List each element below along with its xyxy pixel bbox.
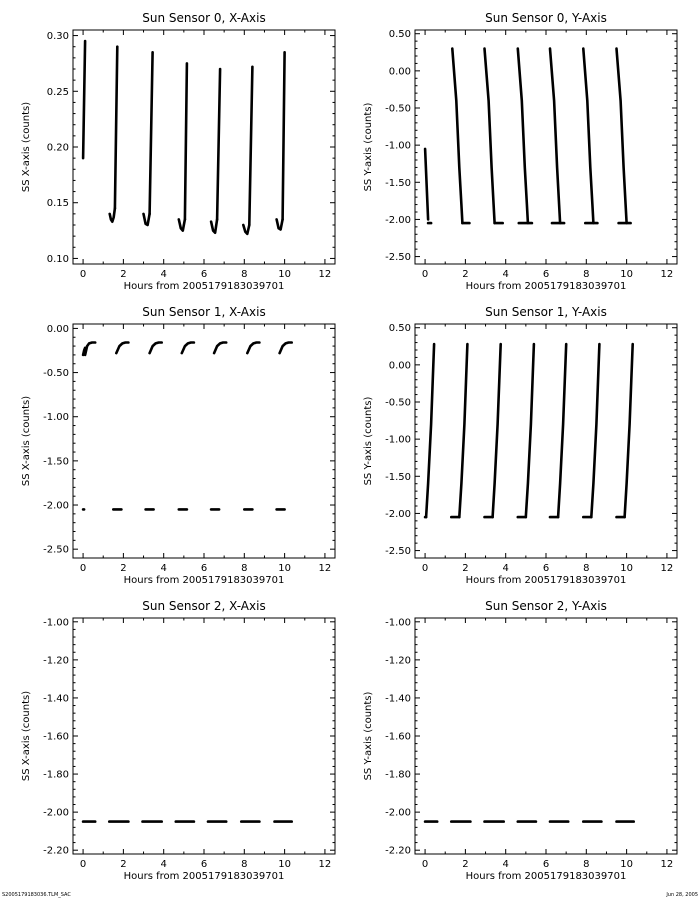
chart-ss1-x-data-segment-2 bbox=[116, 343, 128, 354]
chart-ss0-x-data-segment-3 bbox=[144, 214, 150, 225]
chart-ss0-y-xtick-label-3: 6 bbox=[542, 269, 550, 280]
chart-ss0-y-title: Sun Sensor 0, Y-Axis bbox=[485, 11, 607, 25]
chart-ss2-y-xtick-label-4: 8 bbox=[583, 859, 590, 870]
chart-ss0-y-xtick-label-1: 2 bbox=[462, 269, 469, 280]
chart-ss1-x-data-segment-6 bbox=[247, 343, 259, 354]
chart-ss0-y-xtick-label-0: 0 bbox=[421, 269, 429, 280]
chart-ss0-y-xlabel: Hours from 2005179183039701 bbox=[465, 281, 627, 292]
chart-ss2-x-ytick-label-6: -1.00 bbox=[43, 617, 69, 629]
chart-ss0-x-xtick-label-0: 0 bbox=[79, 269, 87, 280]
chart-ss1-x-xtick-label-3: 6 bbox=[200, 563, 208, 574]
chart-ss0-x-ytick-label-0: 0.10 bbox=[46, 253, 69, 265]
chart-ss0-y-ytick-label-6: 0.50 bbox=[388, 29, 411, 41]
chart-ss0-y-ytick-label-3: -1.00 bbox=[385, 140, 411, 152]
chart-ss1-y-data-segment-3 bbox=[459, 344, 467, 517]
chart-ss0-y bbox=[363, 11, 677, 292]
chart-ss1-x-xtick-label-1: 2 bbox=[120, 563, 127, 574]
chart-ss1-x-data-segment-3 bbox=[150, 343, 162, 354]
chart-ss2-y-ytick-label-4: -1.40 bbox=[385, 693, 411, 705]
chart-ss2-y-xtick-label-0: 0 bbox=[421, 859, 429, 870]
chart-ss0-y-xtick-label-5: 10 bbox=[620, 269, 633, 280]
chart-ss0-x-data-segment-12 bbox=[283, 52, 285, 219]
chart-ss1-x-data-segment-7 bbox=[280, 343, 292, 354]
chart-ss2-x-xtick-label-5: 10 bbox=[278, 859, 291, 870]
chart-ss0-y-data-segment-4 bbox=[485, 49, 495, 224]
chart-ss1-y-frame bbox=[415, 324, 677, 558]
chart-ss1-x-ytick-label-4: -0.50 bbox=[43, 368, 69, 380]
chart-ss0-x-xtick-label-3: 6 bbox=[200, 269, 208, 280]
chart-ss2-y-ytick-label-6: -1.00 bbox=[385, 617, 411, 629]
chart-ss1-y-xtick-label-0: 0 bbox=[421, 563, 429, 574]
chart-ss2-x-xtick-label-6: 12 bbox=[318, 859, 332, 870]
chart-ss1-y-xtick-label-1: 2 bbox=[462, 563, 469, 574]
chart-ss1-y-ytick-label-0: -2.50 bbox=[385, 546, 411, 558]
chart-ss0-x-data-segment-4 bbox=[150, 52, 153, 214]
chart-ss2-x-xtick-label-2: 4 bbox=[160, 859, 167, 870]
chart-ss1-y-ytick-label-6: 0.50 bbox=[388, 323, 411, 335]
chart-ss2-y-ytick-label-2: -1.80 bbox=[385, 769, 411, 781]
chart-ss0-x-data-segment-2 bbox=[115, 47, 117, 209]
chart-ss2-x-ytick-label-1: -2.00 bbox=[43, 807, 69, 819]
chart-ss1-x-data-segment-5 bbox=[214, 343, 226, 354]
chart-ss0-y-data-segment-0 bbox=[425, 149, 428, 220]
chart-ss1-x bbox=[21, 305, 335, 586]
chart-ss0-x-data-segment-9 bbox=[243, 225, 249, 234]
chart-ss0-x-ylabel: SS X-axis (counts) bbox=[21, 101, 32, 193]
chart-ss2-y-frame bbox=[415, 618, 677, 854]
chart-ss0-y-ytick-label-2: -1.50 bbox=[385, 177, 411, 189]
chart-ss0-y-xtick-label-4: 8 bbox=[583, 269, 590, 280]
chart-ss1-x-ytick-label-1: -2.00 bbox=[43, 500, 69, 512]
chart-ss2-y-ytick-label-1: -2.00 bbox=[385, 807, 411, 819]
chart-ss2-y bbox=[363, 599, 677, 882]
chart-ss0-x bbox=[21, 11, 335, 292]
chart-ss1-x-title: Sun Sensor 1, X-Axis bbox=[142, 305, 266, 319]
chart-ss1-x-ytick-label-0: -2.50 bbox=[43, 544, 69, 556]
chart-ss1-x-xtick-label-4: 8 bbox=[241, 563, 248, 574]
chart-ss2-y-ytick-label-0: -2.20 bbox=[385, 845, 411, 857]
chart-ss1-x-xlabel: Hours from 2005179183039701 bbox=[123, 575, 285, 586]
chart-ss0-x-xtick-label-4: 8 bbox=[241, 269, 248, 280]
chart-ss1-y-ytick-label-5: 0.00 bbox=[388, 360, 411, 372]
chart-ss1-y-xtick-label-3: 6 bbox=[542, 563, 550, 574]
chart-ss1-y-title: Sun Sensor 1, Y-Axis bbox=[485, 305, 607, 319]
chart-ss1-x-frame bbox=[73, 324, 335, 558]
chart-ss0-y-data-segment-8 bbox=[550, 49, 560, 224]
chart-ss1-y-data-segment-7 bbox=[526, 344, 534, 517]
chart-ss2-y-xtick-label-1: 2 bbox=[462, 859, 469, 870]
chart-ss0-x-xtick-label-6: 12 bbox=[318, 269, 332, 280]
chart-ss1-y-ytick-label-2: -1.50 bbox=[385, 471, 411, 483]
chart-ss2-x-ytick-label-2: -1.80 bbox=[43, 769, 69, 781]
chart-ss1-x-data-segment-1 bbox=[85, 343, 95, 355]
chart-ss0-y-ytick-label-5: 0.00 bbox=[388, 66, 411, 78]
chart-ss0-x-data-segment-1 bbox=[110, 208, 115, 221]
chart-ss0-y-ylabel: SS Y-axis (counts) bbox=[363, 102, 374, 192]
chart-ss1-x-xtick-label-6: 12 bbox=[318, 563, 332, 574]
chart-ss2-x-xtick-label-4: 8 bbox=[241, 859, 248, 870]
chart-ss2-x-xtick-label-0: 0 bbox=[79, 859, 87, 870]
chart-ss2-y-xtick-label-2: 4 bbox=[502, 859, 509, 870]
chart-ss2-y-ytick-label-3: -1.60 bbox=[385, 731, 411, 743]
chart-ss0-x-data-segment-6 bbox=[185, 63, 187, 219]
chart-ss0-y-data-segment-10 bbox=[583, 49, 593, 224]
chart-ss1-x-ytick-label-2: -1.50 bbox=[43, 456, 69, 468]
chart-ss2-y-ytick-label-5: -1.20 bbox=[385, 655, 411, 667]
chart-ss0-x-data-segment-0 bbox=[83, 41, 85, 158]
chart-ss2-x bbox=[21, 599, 335, 882]
footer-date: Jun 28, 2005 bbox=[666, 892, 698, 898]
chart-ss1-x-ylabel: SS X-axis (counts) bbox=[21, 395, 32, 487]
chart-ss0-x-xtick-label-5: 10 bbox=[278, 269, 291, 280]
chart-ss1-y-data-segment-13 bbox=[625, 344, 633, 517]
chart-ss2-x-ytick-label-4: -1.40 bbox=[43, 693, 69, 705]
chart-ss2-y-xtick-label-5: 10 bbox=[620, 859, 633, 870]
chart-ss1-y-xtick-label-6: 12 bbox=[660, 563, 674, 574]
chart-ss2-x-xlabel: Hours from 2005179183039701 bbox=[123, 871, 285, 882]
chart-ss0-y-data-segment-6 bbox=[518, 49, 528, 224]
chart-ss1-y-ylabel: SS Y-axis (counts) bbox=[363, 396, 374, 486]
chart-ss1-y-data-segment-1 bbox=[426, 344, 434, 517]
chart-ss2-x-xtick-label-3: 6 bbox=[200, 859, 208, 870]
chart-ss0-x-data-segment-11 bbox=[277, 219, 283, 229]
chart-ss0-y-data-segment-2 bbox=[452, 49, 462, 224]
chart-ss0-x-data-segment-5 bbox=[179, 219, 185, 230]
chart-ss1-x-ytick-label-3: -1.00 bbox=[43, 412, 69, 424]
chart-ss1-x-data-segment-4 bbox=[182, 343, 194, 354]
chart-ss1-x-ytick-label-5: 0.00 bbox=[46, 323, 69, 335]
chart-ss2-x-frame bbox=[73, 618, 335, 854]
chart-ss2-x-ytick-label-0: -2.20 bbox=[43, 845, 69, 857]
chart-ss1-y-xtick-label-2: 4 bbox=[502, 563, 509, 574]
footer-filename: S2005179183036.TLM_SAC bbox=[2, 892, 71, 898]
chart-ss0-y-ytick-label-1: -2.00 bbox=[385, 214, 411, 226]
chart-ss2-x-ytick-label-5: -1.20 bbox=[43, 655, 69, 667]
chart-ss1-y-xtick-label-4: 8 bbox=[583, 563, 590, 574]
chart-ss1-y bbox=[363, 305, 677, 586]
chart-ss0-y-xtick-label-2: 4 bbox=[502, 269, 509, 280]
chart-ss1-y-data-segment-5 bbox=[493, 344, 501, 517]
chart-ss2-x-title: Sun Sensor 2, X-Axis bbox=[142, 599, 266, 613]
chart-ss1-y-ytick-label-4: -0.50 bbox=[385, 397, 411, 409]
chart-ss2-y-title: Sun Sensor 2, Y-Axis bbox=[485, 599, 607, 613]
chart-ss2-y-ylabel: SS Y-axis (counts) bbox=[363, 691, 374, 781]
chart-ss0-x-xlabel: Hours from 2005179183039701 bbox=[123, 281, 285, 292]
chart-ss2-x-ytick-label-3: -1.60 bbox=[43, 731, 69, 743]
chart-ss0-x-data-segment-10 bbox=[249, 67, 252, 225]
chart-ss0-y-ytick-label-4: -0.50 bbox=[385, 103, 411, 115]
chart-ss1-x-xtick-label-5: 10 bbox=[278, 563, 291, 574]
chart-ss1-y-xtick-label-5: 10 bbox=[620, 563, 633, 574]
chart-ss2-y-xtick-label-3: 6 bbox=[542, 859, 550, 870]
chart-ss2-y-xtick-label-6: 12 bbox=[660, 859, 674, 870]
chart-ss0-y-xtick-label-6: 12 bbox=[660, 269, 674, 280]
chart-ss0-x-title: Sun Sensor 0, X-Axis bbox=[142, 11, 266, 25]
chart-ss1-y-ytick-label-1: -2.00 bbox=[385, 508, 411, 520]
chart-ss0-x-ytick-label-3: 0.25 bbox=[46, 86, 69, 98]
chart-ss0-x-ytick-label-1: 0.15 bbox=[46, 198, 69, 210]
chart-ss0-x-data-segment-8 bbox=[217, 69, 220, 219]
chart-ss0-x-frame bbox=[73, 30, 335, 264]
chart-ss2-y-xlabel: Hours from 2005179183039701 bbox=[465, 871, 627, 882]
chart-ss1-x-xtick-label-0: 0 bbox=[79, 563, 87, 574]
chart-ss1-x-xtick-label-2: 4 bbox=[160, 563, 167, 574]
chart-ss0-x-ytick-label-4: 0.30 bbox=[46, 31, 69, 43]
chart-ss1-y-xlabel: Hours from 2005179183039701 bbox=[465, 575, 627, 586]
chart-ss0-x-xtick-label-2: 4 bbox=[160, 269, 167, 280]
chart-ss1-y-data-segment-9 bbox=[558, 344, 566, 517]
chart-ss1-y-data-segment-11 bbox=[591, 344, 599, 517]
chart-ss2-x-ylabel: SS X-axis (counts) bbox=[21, 690, 32, 782]
chart-ss0-x-xtick-label-1: 2 bbox=[120, 269, 127, 280]
chart-ss2-x-xtick-label-1: 2 bbox=[120, 859, 127, 870]
chart-ss0-x-ytick-label-2: 0.20 bbox=[46, 142, 69, 154]
chart-ss1-y-ytick-label-3: -1.00 bbox=[385, 434, 411, 446]
chart-ss0-y-ytick-label-0: -2.50 bbox=[385, 252, 411, 264]
chart-ss0-x-data-segment-7 bbox=[211, 219, 217, 232]
chart-ss0-y-data-segment-12 bbox=[617, 49, 627, 224]
